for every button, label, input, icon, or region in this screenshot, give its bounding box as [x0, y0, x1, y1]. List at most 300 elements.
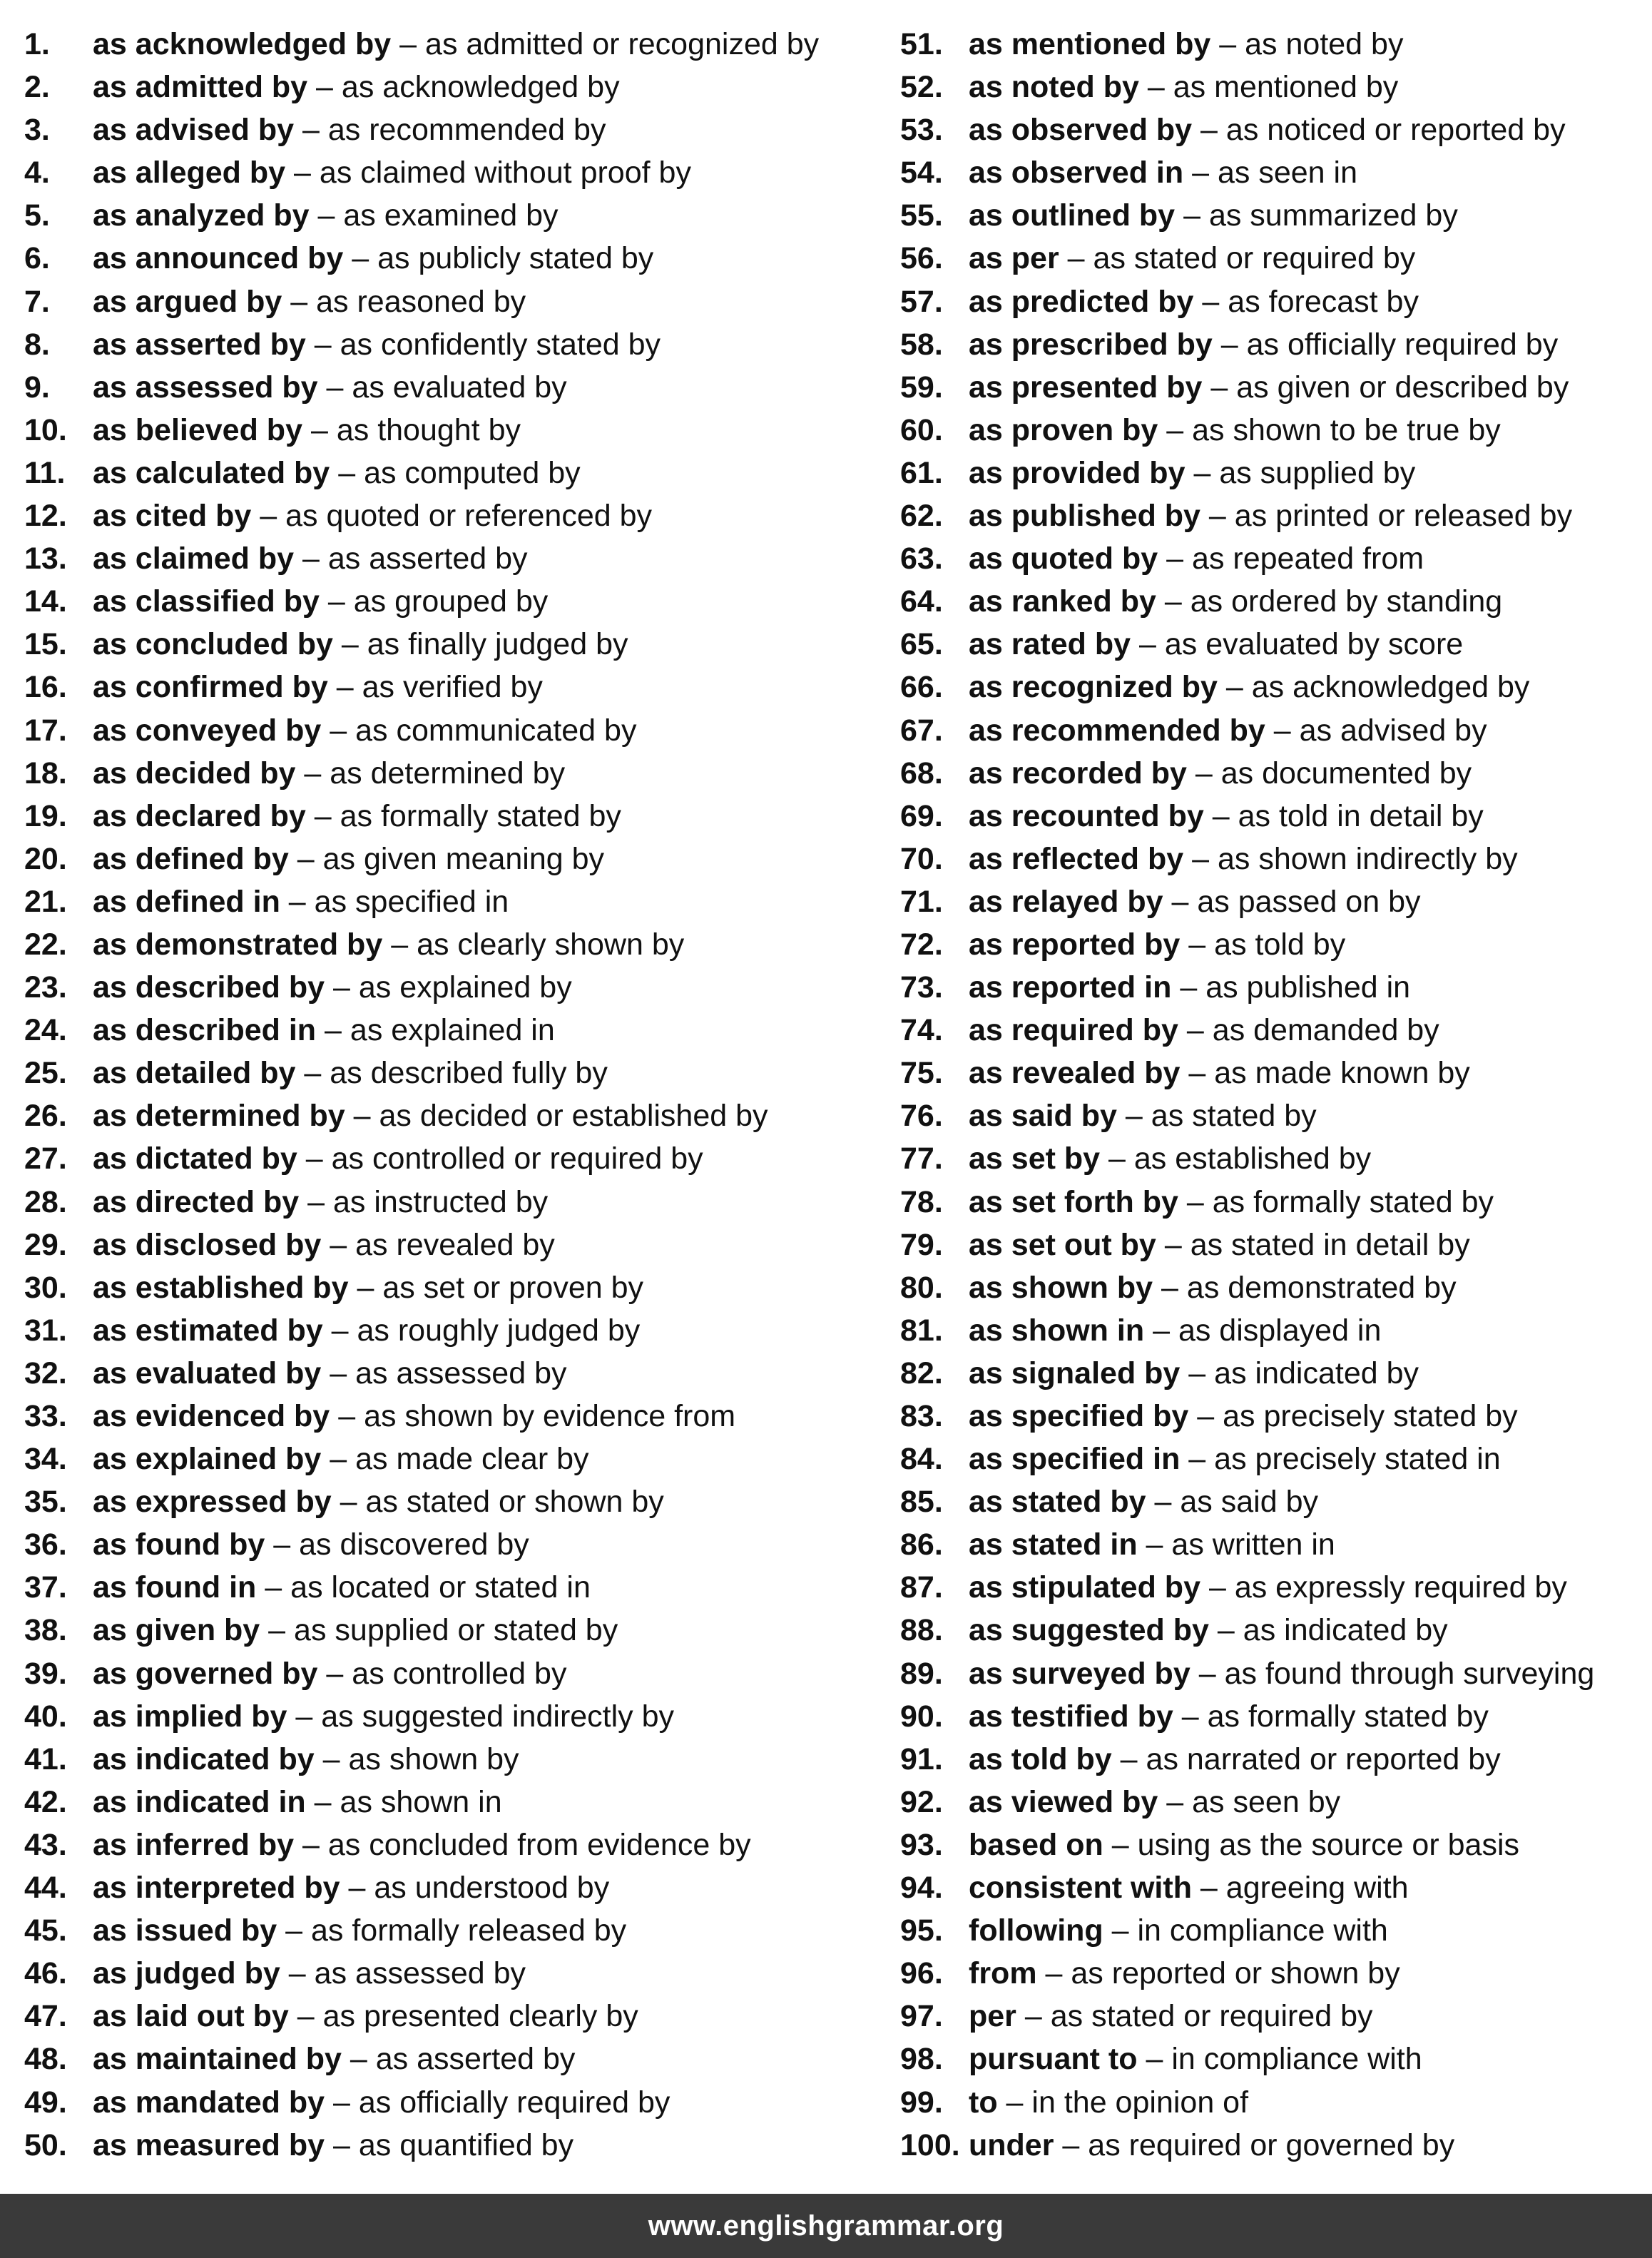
- item-text: [93, 1052, 608, 1094]
- item-term: as noted by: [969, 70, 1139, 105]
- item-number: 73.: [900, 970, 943, 1005]
- item-separator: –: [1146, 1527, 1163, 1562]
- item-number: 84.: [900, 1442, 943, 1477]
- item-text: [969, 1995, 1373, 2038]
- item-definition: as stated by: [1151, 1099, 1317, 1134]
- item-text: [969, 1652, 1594, 1695]
- item-definition: as narrated or reported by: [1146, 1741, 1501, 1776]
- item-separator: –: [1147, 70, 1165, 105]
- item-separator: –: [336, 670, 354, 705]
- item-text: [969, 1781, 1340, 1824]
- item-separator: –: [330, 1227, 347, 1262]
- item-separator: –: [1183, 198, 1200, 233]
- list-item: [900, 1995, 1652, 2038]
- item-separator: –: [338, 1399, 356, 1433]
- item-definition: as advised by: [1299, 713, 1487, 748]
- item-definition: as published in: [1205, 970, 1411, 1005]
- item-text: [969, 1480, 1318, 1523]
- item-term: as published by: [969, 499, 1200, 534]
- list-item: [24, 580, 880, 623]
- item-term: under: [969, 2127, 1054, 2162]
- item-definition: as explained in: [350, 1013, 555, 1048]
- item-definition: as written in: [1171, 1527, 1335, 1562]
- item-term: as proven by: [969, 412, 1158, 447]
- list-item: [900, 23, 1652, 66]
- item-separator: –: [327, 584, 345, 619]
- item-term: as classified by: [93, 584, 320, 619]
- item-number: 71.: [900, 884, 943, 919]
- item-term: as determined by: [93, 1099, 345, 1134]
- item-number: 81.: [900, 1313, 943, 1348]
- item-term: as calculated by: [93, 455, 330, 490]
- item-definition: as suggested indirectly by: [321, 1699, 675, 1734]
- list-item: [24, 1309, 880, 1352]
- list-item: [900, 66, 1652, 108]
- item-text: [93, 1952, 526, 1995]
- item-definition: as evaluated by: [352, 370, 567, 405]
- list-item: [24, 1181, 880, 1224]
- item-number: 74.: [900, 1013, 943, 1048]
- item-text: [969, 966, 1410, 1009]
- item-number: 95.: [900, 1913, 943, 1948]
- item-number: 48.: [24, 2042, 67, 2077]
- item-text: [93, 1395, 735, 1438]
- item-definition: as decided or established by: [379, 1099, 768, 1134]
- item-text: [93, 108, 606, 151]
- item-term: as relayed by: [969, 884, 1163, 919]
- list-item: [900, 1866, 1652, 1909]
- item-number: 69.: [900, 798, 943, 833]
- item-definition: as established by: [1133, 1141, 1372, 1176]
- list-item: [24, 666, 880, 708]
- item-separator: –: [314, 798, 332, 833]
- list-item: [24, 1952, 880, 1995]
- list-item: [900, 666, 1652, 708]
- item-term: as shown in: [969, 1313, 1145, 1348]
- item-text: [93, 2038, 575, 2080]
- list-item: [900, 1181, 1652, 1224]
- item-number: 25.: [24, 1056, 67, 1091]
- item-separator: –: [1125, 1099, 1143, 1134]
- item-term: as per: [969, 241, 1059, 276]
- item-term: as told by: [969, 1741, 1112, 1776]
- item-separator: –: [322, 1741, 340, 1776]
- item-number: 88.: [900, 1613, 943, 1648]
- item-definition: as documented by: [1220, 756, 1472, 790]
- item-text: [969, 1695, 1489, 1738]
- item-separator: –: [1208, 1570, 1226, 1605]
- item-text: [93, 1266, 643, 1309]
- item-number: 59.: [900, 370, 943, 405]
- item-text: [93, 1824, 751, 1866]
- list-item: [900, 1523, 1652, 1566]
- item-definition: as given or described by: [1236, 370, 1569, 405]
- left-column: [24, 23, 880, 2167]
- item-definition: as revealed by: [355, 1227, 555, 1262]
- item-definition: agreeing with: [1225, 1871, 1409, 1906]
- item-number: 97.: [900, 1999, 943, 2034]
- item-separator: –: [333, 970, 350, 1005]
- item-text: [93, 366, 567, 409]
- item-definition: as clearly shown by: [417, 927, 685, 962]
- list-item: [900, 537, 1652, 580]
- item-separator: –: [399, 27, 417, 61]
- item-number: 38.: [24, 1613, 67, 1648]
- list-item: [900, 923, 1652, 966]
- item-number: 67.: [900, 713, 943, 748]
- phrase-list: [0, 23, 1652, 2163]
- item-separator: –: [348, 1871, 366, 1906]
- item-term: as reflected by: [969, 841, 1184, 876]
- item-definition: as evaluated by score: [1164, 627, 1464, 662]
- list-item: [900, 2038, 1652, 2080]
- item-number: 55.: [900, 198, 943, 233]
- item-definition: as shown to be true by: [1192, 412, 1501, 447]
- item-separator: –: [338, 455, 356, 490]
- list-item: [24, 1224, 880, 1266]
- item-text: [969, 494, 1572, 537]
- item-separator: –: [305, 1141, 323, 1176]
- list-item: [900, 838, 1652, 880]
- item-definition: as publicly stated by: [377, 241, 654, 276]
- right-column: [900, 23, 1652, 2167]
- list-item: [900, 1566, 1652, 1609]
- item-separator: –: [1200, 1871, 1218, 1906]
- item-definition: as stated in detail by: [1190, 1227, 1470, 1262]
- item-number: 93.: [900, 1827, 943, 1862]
- item-definition: as concluded from evidence by: [327, 1827, 751, 1862]
- item-text: [969, 1952, 1400, 1995]
- item-term: as analyzed by: [93, 198, 310, 233]
- item-term: as set out by: [969, 1227, 1156, 1262]
- item-separator: –: [1171, 884, 1189, 919]
- item-number: 100.: [900, 2127, 960, 2162]
- item-separator: –: [294, 156, 311, 190]
- item-definition: as made clear by: [355, 1442, 589, 1477]
- item-definition: as noticed or reported by: [1225, 113, 1566, 148]
- list-item: [900, 1309, 1652, 1352]
- item-separator: –: [341, 627, 359, 662]
- item-number: 18.: [24, 756, 67, 790]
- item-number: 23.: [24, 970, 67, 1005]
- item-definition: as precisely stated by: [1223, 1399, 1518, 1433]
- item-definition: as formally stated by: [1207, 1699, 1489, 1734]
- list-item: [900, 2124, 1652, 2167]
- list-item: [900, 409, 1652, 452]
- item-text: [969, 151, 1357, 194]
- list-item: [900, 366, 1652, 409]
- item-definition: as confidently stated by: [340, 327, 661, 362]
- item-separator: –: [391, 927, 409, 962]
- list-item: [24, 537, 880, 580]
- item-number: 80.: [900, 1270, 943, 1305]
- item-number: 5.: [24, 198, 50, 233]
- item-definition: as shown by evidence from: [364, 1399, 736, 1433]
- item-definition: as passed on by: [1197, 884, 1421, 919]
- item-term: as found in: [93, 1570, 257, 1605]
- item-definition: as formally stated by: [340, 798, 621, 833]
- item-text: [93, 752, 565, 795]
- list-item: [24, 366, 880, 409]
- item-definition: as officially required by: [358, 2085, 671, 2120]
- list-item: [900, 1052, 1652, 1094]
- list-item: [24, 1009, 880, 1052]
- list-item: [24, 880, 880, 923]
- item-term: as governed by: [93, 1656, 318, 1691]
- item-number: 92.: [900, 1784, 943, 1819]
- item-text: [93, 580, 548, 623]
- item-definition: as grouped by: [353, 584, 549, 619]
- item-number: 41.: [24, 1741, 67, 1776]
- item-number: 21.: [24, 884, 67, 919]
- item-term: as assessed by: [93, 370, 318, 405]
- footer-bar: [0, 2194, 1652, 2258]
- item-separator: –: [1164, 584, 1182, 619]
- item-definition: as roughly judged by: [357, 1313, 641, 1348]
- item-text: [93, 838, 604, 880]
- item-definition: as forecast by: [1228, 284, 1419, 319]
- item-definition: as mentioned by: [1173, 70, 1399, 105]
- item-text: [969, 2124, 1454, 2167]
- item-separator: –: [1212, 798, 1230, 833]
- list-item: [24, 1137, 880, 1180]
- list-item: [24, 923, 880, 966]
- item-separator: –: [1062, 2127, 1080, 2162]
- list-item: [900, 2081, 1652, 2124]
- list-item: [24, 452, 880, 494]
- item-definition: as noted by: [1245, 27, 1404, 61]
- item-separator: –: [326, 370, 344, 405]
- item-text: [969, 2081, 1248, 2124]
- list-item: [900, 709, 1652, 752]
- item-separator: –: [317, 198, 335, 233]
- item-definition: as summarized by: [1208, 198, 1458, 233]
- item-number: 40.: [24, 1699, 67, 1734]
- item-term: as demonstrated by: [93, 927, 383, 962]
- item-definition: as shown by: [348, 1741, 519, 1776]
- item-separator: –: [1188, 927, 1206, 962]
- item-term: as laid out by: [93, 1999, 289, 2034]
- item-number: 61.: [900, 455, 943, 490]
- item-text: [93, 2081, 670, 2124]
- item-number: 91.: [900, 1741, 943, 1776]
- item-definition: using as the source or basis: [1137, 1827, 1519, 1862]
- item-definition: as told in detail by: [1238, 798, 1484, 833]
- item-definition: as communicated by: [355, 713, 637, 748]
- item-term: as evaluated by: [93, 1356, 322, 1390]
- item-separator: –: [330, 1442, 347, 1477]
- list-item: [900, 966, 1652, 1009]
- list-item: [24, 1995, 880, 2038]
- item-text: [969, 923, 1345, 966]
- item-definition: as specified in: [314, 884, 509, 919]
- item-number: 17.: [24, 713, 67, 748]
- item-term: as recounted by: [969, 798, 1204, 833]
- list-item: [24, 108, 880, 151]
- item-number: 87.: [900, 1570, 943, 1605]
- list-item: [900, 1395, 1652, 1438]
- list-item: [24, 23, 880, 66]
- item-text: [969, 1094, 1317, 1137]
- list-item: [24, 1395, 880, 1438]
- list-item: [24, 1824, 880, 1866]
- item-number: 19.: [24, 798, 67, 833]
- list-item: [900, 1438, 1652, 1480]
- item-term: as provided by: [969, 455, 1186, 490]
- list-item: [24, 409, 880, 452]
- item-definition: as demanded by: [1212, 1013, 1439, 1048]
- item-number: 27.: [24, 1141, 67, 1176]
- item-text: [969, 709, 1487, 752]
- list-item: [900, 580, 1652, 623]
- item-term: as dictated by: [93, 1141, 297, 1176]
- list-item: [900, 452, 1652, 494]
- list-item: [900, 1824, 1652, 1866]
- item-term: per: [969, 1999, 1016, 2034]
- item-number: 53.: [900, 113, 943, 148]
- item-definition: as quantified by: [358, 2127, 574, 2162]
- item-text: [969, 1909, 1388, 1952]
- item-number: 70.: [900, 841, 943, 876]
- item-text: [969, 1523, 1335, 1566]
- item-term: as specified by: [969, 1399, 1189, 1433]
- item-term: as reported by: [969, 927, 1181, 962]
- list-item: [900, 1695, 1652, 1738]
- item-separator: –: [1208, 499, 1226, 534]
- item-term: as conveyed by: [93, 713, 322, 748]
- list-item: [24, 2038, 880, 2080]
- item-number: 9.: [24, 370, 50, 405]
- list-item: [900, 323, 1652, 366]
- item-text: [969, 1609, 1448, 1652]
- footer-website-link[interactable]: www.englishgrammar.org: [648, 2209, 1004, 2242]
- item-text: [93, 1523, 529, 1566]
- item-definition: as demonstrated by: [1186, 1270, 1457, 1305]
- item-number: 8.: [24, 327, 50, 362]
- list-item: [24, 709, 880, 752]
- item-number: 2.: [24, 70, 50, 105]
- item-text: [93, 537, 528, 580]
- item-definition: as determined by: [330, 756, 566, 790]
- item-separator: –: [1146, 2042, 1163, 2077]
- item-number: 36.: [24, 1527, 67, 1562]
- item-separator: –: [330, 1356, 347, 1390]
- item-term: as required by: [969, 1013, 1178, 1048]
- item-term: as directed by: [93, 1184, 300, 1219]
- item-separator: –: [260, 499, 277, 534]
- item-separator: –: [302, 113, 320, 148]
- item-text: [969, 1052, 1470, 1094]
- item-number: 7.: [24, 284, 50, 319]
- item-definition: in compliance with: [1137, 1913, 1388, 1948]
- item-separator: –: [1273, 713, 1291, 748]
- item-separator: –: [1200, 113, 1218, 148]
- list-item: [24, 323, 880, 366]
- item-separator: –: [310, 412, 328, 447]
- item-term: as decided by: [93, 756, 296, 790]
- item-text: [969, 1738, 1501, 1781]
- item-number: 32.: [24, 1356, 67, 1390]
- item-definition: as precisely stated in: [1214, 1442, 1501, 1477]
- item-definition: as made known by: [1214, 1056, 1470, 1091]
- item-number: 39.: [24, 1656, 67, 1691]
- list-item: [900, 1652, 1652, 1695]
- item-term: as established by: [93, 1270, 349, 1305]
- item-separator: –: [1220, 327, 1238, 362]
- item-term: as mentioned by: [969, 27, 1211, 61]
- item-definition: in compliance with: [1171, 2042, 1422, 2077]
- item-term: as stated in: [969, 1527, 1138, 1562]
- item-definition: as asserted by: [375, 2042, 576, 2077]
- item-text: [93, 1738, 519, 1781]
- item-text: [969, 280, 1419, 323]
- item-text: [969, 1866, 1409, 1909]
- item-definition: as controlled by: [352, 1656, 567, 1691]
- item-separator: –: [1217, 1613, 1235, 1648]
- item-text: [969, 1566, 1567, 1609]
- item-definition: as said by: [1180, 1485, 1318, 1520]
- item-text: [93, 1181, 548, 1224]
- list-item: [24, 1566, 880, 1609]
- item-definition: as acknowledged by: [341, 70, 620, 105]
- item-term: as acknowledged by: [93, 27, 392, 61]
- item-definition: as acknowledged by: [1251, 670, 1530, 705]
- item-term: as inferred by: [93, 1827, 294, 1862]
- list-item: [24, 2081, 880, 2124]
- item-text: [93, 1224, 555, 1266]
- item-text: [93, 1866, 609, 1909]
- item-number: 3.: [24, 113, 50, 148]
- item-text: [93, 1909, 626, 1952]
- item-term: pursuant to: [969, 2042, 1138, 2077]
- item-text: [93, 1137, 703, 1180]
- item-text: [93, 194, 559, 237]
- list-item: [900, 752, 1652, 795]
- item-text: [93, 709, 636, 752]
- item-definition: as asserted by: [327, 541, 528, 576]
- list-item: [24, 2124, 880, 2167]
- item-definition: as displayed in: [1178, 1313, 1382, 1348]
- list-item: [900, 1738, 1652, 1781]
- item-term: as expressed by: [93, 1485, 332, 1520]
- item-separator: –: [1192, 841, 1210, 876]
- item-separator: –: [1188, 1056, 1206, 1091]
- item-term: as concluded by: [93, 627, 333, 662]
- list-item: [24, 1094, 880, 1137]
- item-text: [969, 1395, 1518, 1438]
- item-definition: as found through surveying: [1224, 1656, 1595, 1691]
- item-term: as outlined by: [969, 198, 1176, 233]
- item-text: [93, 1480, 664, 1523]
- item-separator: –: [288, 884, 306, 919]
- item-number: 43.: [24, 1827, 67, 1862]
- item-text: [969, 1438, 1501, 1480]
- item-number: 35.: [24, 1485, 67, 1520]
- item-definition: as assessed by: [355, 1356, 567, 1390]
- item-term: as argued by: [93, 284, 282, 319]
- item-separator: –: [1108, 1141, 1126, 1176]
- item-definition: as discovered by: [299, 1527, 529, 1562]
- item-text: [93, 323, 661, 366]
- item-separator: –: [352, 241, 369, 276]
- item-separator: –: [1111, 1827, 1129, 1862]
- item-term: as defined by: [93, 841, 289, 876]
- item-text: [969, 323, 1558, 366]
- item-text: [93, 280, 526, 323]
- item-number: 26.: [24, 1099, 67, 1134]
- list-item: [24, 494, 880, 537]
- list-item: [900, 1781, 1652, 1824]
